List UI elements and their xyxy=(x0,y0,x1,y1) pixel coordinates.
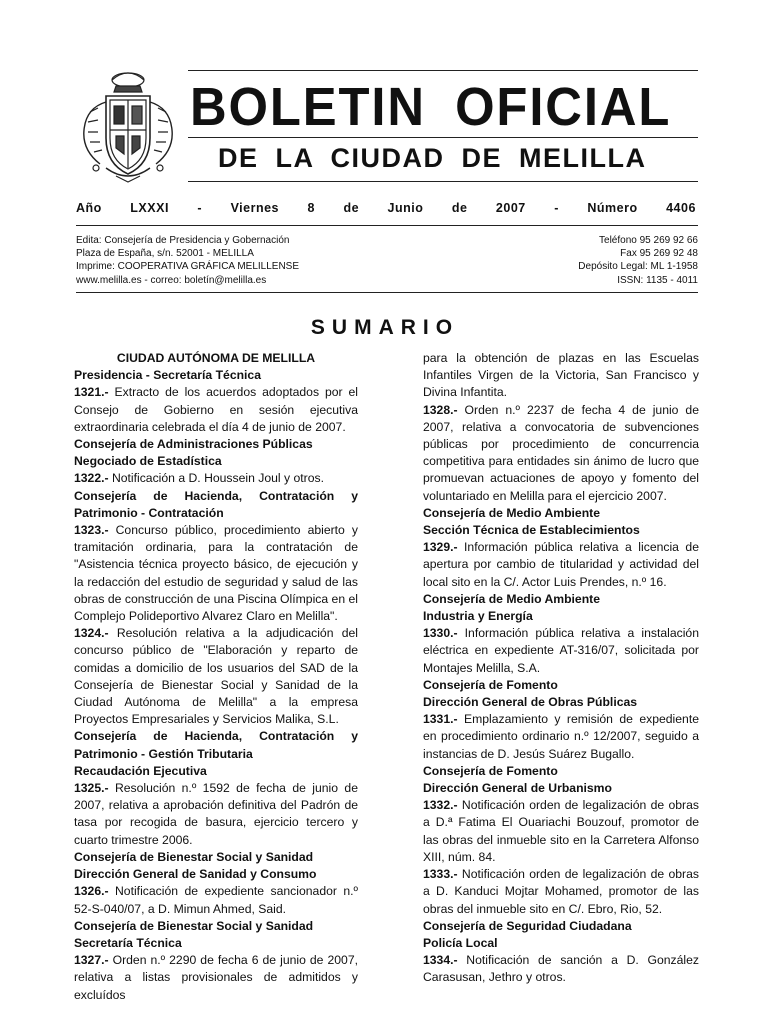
department-subheading: Dirección General de Urbanismo xyxy=(423,781,612,796)
department-subheading: Industria y Energía xyxy=(423,609,533,624)
info-rule xyxy=(76,292,698,293)
year: 2007 xyxy=(495,201,526,215)
department-heading: Consejería de Administraciones Públicas xyxy=(74,437,313,452)
department-subheading: Policía Local xyxy=(423,935,498,950)
issue-dateline xyxy=(76,201,696,215)
department-subheading: Sección Técnica de Establecimientos xyxy=(423,523,640,538)
entry-number: 1325.- xyxy=(74,781,109,796)
bulletin-subtitle: DE LA CIUDAD DE MELILLA xyxy=(218,143,647,173)
entry-1331 xyxy=(423,711,699,763)
info-line: Teléfono 95 269 92 66 xyxy=(599,235,698,246)
summary-right-column xyxy=(423,350,699,987)
entry-number: 1332.- xyxy=(423,798,458,813)
entry-text: Extracto de los acuerdos adoptados por el Consejo de Gobierno en sesión ejecutiva extraordinaria celebrada el día 4 de junio de 2007. xyxy=(74,385,358,434)
department-subheading: Recaudación Ejecutiva xyxy=(74,763,207,778)
publisher-info xyxy=(76,234,299,287)
de-text: de xyxy=(343,201,360,215)
info-line: Edita: Consejería de Presidencia y Gobernación xyxy=(76,235,290,246)
entry-number: 1329.- xyxy=(423,540,458,555)
contact-info xyxy=(578,234,698,287)
entry-number: 1322.- xyxy=(74,471,109,486)
department-heading: Presidencia - Secretaría Técnica xyxy=(74,368,261,383)
entry-number: 1327.- xyxy=(74,953,109,968)
entry-1333 xyxy=(423,866,699,918)
entry-number: 1330.- xyxy=(423,626,458,641)
month: Junio xyxy=(387,201,424,215)
department-subheading: Secretaría Técnica xyxy=(74,935,182,950)
header-bottom-rule xyxy=(188,181,698,182)
entry-1327-continued: para la obtención de plazas en las Escuelas Infantiles Virgen de la Victoria, San Francisco y Divina Infantita. xyxy=(423,351,699,400)
department-heading: Consejería de Bienestar Social y Sanidad xyxy=(74,918,314,933)
department-heading: Consejería de Hacienda, Contratación y xyxy=(74,488,358,503)
entry-1332 xyxy=(423,797,699,866)
entry-1326 xyxy=(74,883,358,917)
entry-1325 xyxy=(74,780,358,849)
department-heading: Consejería de Hacienda, Contratación y xyxy=(74,729,358,744)
entry-text: Resolución n.º 1592 de fecha de junio de 2007, relativa a aprobación definitiva del Padrón de tasa por recogida de basura, ejercicio tercero y cuarto trimestre 2006. xyxy=(74,781,358,847)
entry-number: 1331.- xyxy=(423,712,458,727)
entry-text: Notificación de expediente sancionador n.º 52-S-040/07, a D. Mimun Ahmed, Said. xyxy=(74,884,358,916)
entry-text: Resolución relativa a la adjudicación del concurso público de "Elaboración y reparto de comidas a domicilio de los usuarios del SAD de la Consejería de Bienestar Social y Sanidad de la Ciudad Autónoma de Melilla" a la empresa Proyectos Empresariales y Servicios Malika, S.L. xyxy=(74,626,358,727)
entry-text: Orden n.º 2290 de fecha 6 de junio de 2007, relativa a listas provisionales de admitidos y excluídos xyxy=(74,953,358,1002)
entry-number: 1321.- xyxy=(74,385,109,400)
entry-number: 1323.- xyxy=(74,523,109,538)
department-subheading: Patrimonio - Gestión Tributaria xyxy=(74,746,253,761)
year-roman: LXXXI xyxy=(130,201,169,215)
entry-text: Información pública relativa a licencia de apertura por cambio de titularidad y actividad del local sito en la C/. Actor Luis Prendes, n.º 16. xyxy=(423,540,699,589)
separator: - xyxy=(197,201,203,215)
info-line: Fax 95 269 92 48 xyxy=(620,248,698,260)
entry-1334 xyxy=(423,952,699,986)
entry-1328 xyxy=(423,402,699,505)
department-heading: Consejería de Medio Ambiente xyxy=(423,505,600,520)
entry-1330 xyxy=(423,625,699,677)
separator: - xyxy=(554,201,559,215)
entry-text: Información pública relativa a instalación eléctrica en expediente AT-316/07, solicitada por Montajes Melilla, S.A. xyxy=(423,626,699,675)
header-middle-rule xyxy=(188,137,698,138)
entry-1321 xyxy=(74,384,358,436)
info-line: Depósito Legal: ML 1-1958 xyxy=(578,261,698,273)
department-heading: Consejería de Fomento xyxy=(423,763,558,778)
department-subheading: Dirección General de Sanidad y Consumo xyxy=(74,867,317,882)
entry-text: Concurso público, procedimiento abierto y tramitación ordinaria, para la contratación de "Asistencia técnica proyecto básico, de ejecución y la redacción del estudio de seguridad y salud de las obras de construcción de una Piscina Olímpica en el Complejo Polideportivo Alvarez Claro en Melilla". xyxy=(74,523,358,624)
department-heading: Consejería de Seguridad Ciudadana xyxy=(423,918,632,933)
entry-number: 1333.- xyxy=(423,867,458,882)
info-line: Imprime: COOPERATIVA GRÁFICA MELILLENSE xyxy=(76,261,300,273)
entry-1322 xyxy=(74,470,358,487)
department-subheading: Patrimonio - Contratación xyxy=(74,505,224,520)
summary-left-column xyxy=(74,350,358,1004)
department-heading: Consejería de Fomento xyxy=(423,677,558,692)
entry-text: Notificación a D. Houssein Joul y otros. xyxy=(108,471,324,486)
entry-1324 xyxy=(74,625,358,728)
year-label: Año xyxy=(76,201,102,215)
de-text: de xyxy=(451,201,468,215)
bulletin-title: BOLETIN OFICIAL xyxy=(190,77,672,137)
department-heading: Consejería de Medio Ambiente xyxy=(423,591,600,606)
entry-text: Notificación de sanción a D. González Carasusan, Jethro y otros. xyxy=(423,953,699,985)
entry-number: 1324.- xyxy=(74,626,109,641)
dateline-rule xyxy=(76,225,698,226)
entry-text: Emplazamiento y remisión de expediente en procedimiento ordinario n.º 12/2007, seguido a instancias de D. Jesús Suárez Bugallo. xyxy=(423,712,699,761)
entry-1323 xyxy=(74,522,358,625)
entry-1329 xyxy=(423,539,699,591)
entry-1327 xyxy=(74,952,358,1004)
sumario-heading: SUMARIO xyxy=(310,316,460,339)
weekday: Viernes xyxy=(230,201,280,215)
info-line: Plaza de España, s/n. 52001 - MELILLA xyxy=(76,248,254,260)
section-heading: CIUDAD AUTÓNOMA DE MELILLA xyxy=(116,351,316,365)
info-line: ISSN: 1135 - 4011 xyxy=(617,274,698,286)
entry-number: 1328.- xyxy=(423,402,458,417)
entry-text: Notificación orden de legalización de obras a D.ª Fatima El Ouariachi Bouzouf, promotor de las obras del inmueble sito en la Carretera Alfonso XIII, núm. 84. xyxy=(423,798,699,864)
entry-number: 1334.- xyxy=(423,953,458,968)
number-label: Número xyxy=(587,201,638,215)
department-heading: Consejería de Bienestar Social y Sanidad xyxy=(74,849,314,864)
entry-number: 1326.- xyxy=(74,884,109,899)
entry-text: Orden n.º 2237 de fecha 4 de junio de 2007, relativa a convocatoria de subvenciones públicas por procedimiento de concurrencia competitiva para entidades sin ánimo de lucro que promuevan actuaciones de apoyo y fomento del voluntariado en Melilla para el ejercicio 2007. xyxy=(423,402,699,503)
header-top-rule xyxy=(188,70,698,71)
issue-number: 4406 xyxy=(666,201,696,215)
melilla-coat-of-arms-icon xyxy=(76,68,180,186)
department-subheading: Dirección General de Obras Públicas xyxy=(423,695,638,710)
department-subheading: Negociado de Estadística xyxy=(74,454,222,469)
info-line: www.melilla.es - correo: boletín@melilla.es xyxy=(76,274,267,286)
day-number: 8 xyxy=(307,201,315,215)
entry-text: Notificación orden de legalización de obras a D. Kanduci Mojtar Mohamed, promotor de las obras del inmueble sito en C/. Ebro, Rio, 52. xyxy=(423,867,699,916)
